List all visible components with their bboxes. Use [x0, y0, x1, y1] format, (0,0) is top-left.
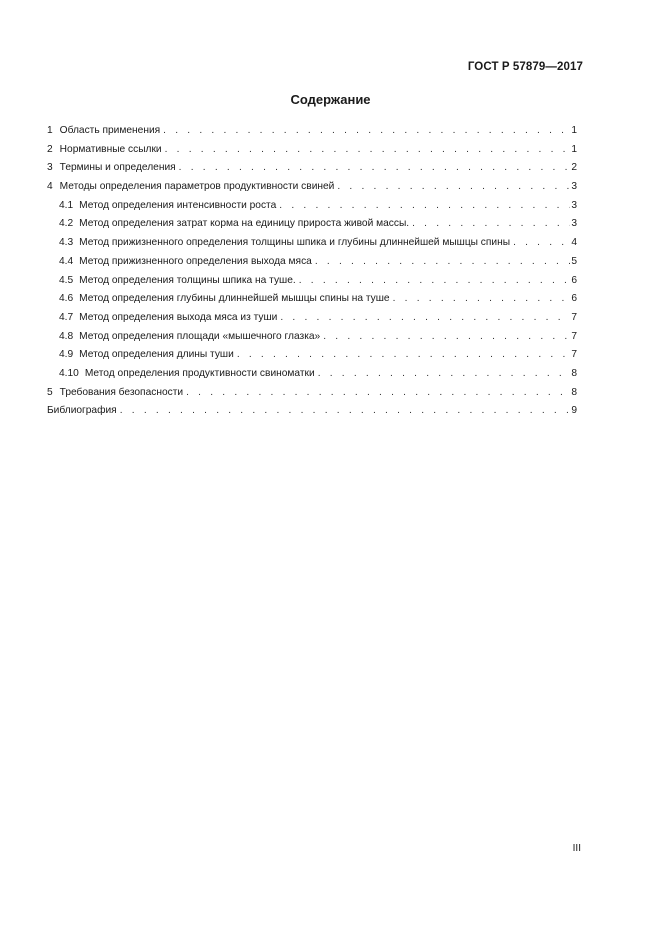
toc-entry-text: Требования безопасности — [59, 386, 184, 398]
toc-entry[interactable] — [47, 309, 577, 328]
toc-leader-dots — [409, 215, 570, 234]
toc-entry-number: 4.9 — [59, 349, 74, 361]
toc-entry-number: 2 — [47, 143, 53, 155]
toc-entry-text: Библиография — [47, 405, 117, 417]
toc-entry-number: 4.10 — [59, 367, 79, 379]
toc-entry-text: Метод определения продуктивности свиноматки — [84, 367, 315, 379]
toc-entry[interactable] — [47, 122, 577, 141]
toc-entry-number: 4 — [47, 181, 53, 193]
toc-entry-text: Термины и определения — [59, 162, 176, 174]
toc-entry-number: 4.3 — [59, 237, 74, 249]
toc-entry-page: 9 — [571, 405, 577, 417]
document-code: ГОСТ Р 57879—2017 — [467, 61, 583, 73]
toc-entry-text: Метод определения глубины длиннейшей мышцы спины на туше — [79, 293, 390, 305]
toc-leader-dots — [160, 122, 570, 141]
toc-leader-dots — [162, 141, 571, 160]
toc-entry-page: 6 — [571, 293, 577, 305]
toc-entry-text: Методы определения параметров продуктивности свиней — [59, 181, 335, 193]
toc-entry-number: 4.7 — [59, 311, 74, 323]
toc-entry-text: Область применения — [59, 125, 161, 136]
toc-entry-page: 3 — [571, 199, 577, 211]
toc-entry-page: 3 — [571, 181, 577, 193]
toc-leader-dots — [276, 197, 570, 216]
toc-entry-text: Метод прижизненного определения толщины шпика и глубины длиннейшей мышцы спины — [79, 237, 511, 249]
toc-leader-dots — [277, 309, 570, 328]
toc-entry[interactable] — [47, 215, 577, 234]
toc-entry-number: 1 — [47, 125, 53, 136]
toc-leader-dots — [390, 290, 571, 309]
toc-entry[interactable] — [47, 178, 577, 197]
toc-entry[interactable] — [47, 197, 577, 216]
toc-leader-dots — [334, 178, 570, 197]
toc-leader-dots — [117, 402, 571, 421]
toc-entry[interactable] — [47, 365, 577, 384]
toc-entry-text: Метод определения площади «мышечного глазка» — [79, 330, 321, 342]
toc-entry-text: Метод определения толщины шпика на туше. — [79, 274, 296, 286]
toc-entry-page: 8 — [571, 367, 577, 379]
toc-entry-number: 3 — [47, 162, 53, 174]
toc-entry[interactable] — [47, 253, 577, 272]
toc-entry-number: 4.2 — [59, 218, 74, 230]
toc-leader-dots — [183, 384, 570, 403]
toc-entry[interactable] — [47, 159, 577, 178]
toc-entry[interactable] — [47, 234, 577, 253]
toc-entry-page: 2 — [571, 162, 577, 174]
toc-entry-text: Метод прижизненного определения выхода мяса — [79, 255, 312, 267]
toc-leader-dots — [315, 365, 571, 384]
toc-entry-page: 7 — [571, 311, 577, 323]
toc-leader-dots — [312, 253, 571, 272]
toc-leader-dots — [320, 328, 570, 347]
toc-entry[interactable] — [47, 290, 577, 309]
toc-entry-text: Метод определения интенсивности роста — [79, 199, 277, 211]
toc-leader-dots — [296, 272, 571, 291]
toc-entry[interactable] — [47, 384, 577, 403]
toc-entry-text: Метод определения длины туши — [79, 349, 234, 361]
toc-entry-bibliography[interactable] — [47, 402, 577, 421]
toc-entry-page: 8 — [571, 386, 577, 398]
toc-entry-page: 7 — [571, 349, 577, 361]
toc-entry-text: Нормативные ссылки — [59, 143, 162, 155]
toc-entry-number: 4.6 — [59, 293, 74, 305]
toc-entry-page: 6 — [571, 274, 577, 286]
toc-entry-number: 4.8 — [59, 330, 74, 342]
toc-entry[interactable] — [47, 272, 577, 291]
toc-entry-number: 5 — [47, 386, 53, 398]
toc-entry-page: 1 — [571, 125, 577, 136]
toc-entry-page: 4 — [571, 237, 577, 249]
toc-leader-dots — [176, 159, 571, 178]
toc-entry-page: 3 — [571, 218, 577, 230]
toc-leader-dots — [234, 346, 571, 365]
toc-entry-number: 4.4 — [59, 255, 74, 267]
toc-entry-text: Метод определения выхода мяса из туши — [79, 311, 278, 323]
toc-entry[interactable] — [47, 346, 577, 365]
toc-title: Содержание — [290, 92, 371, 107]
page-number: III — [572, 843, 581, 854]
toc-entry-text: Метод определения затрат корма на единицу прироста живой массы. — [79, 218, 410, 230]
toc-entry-number: 4.5 — [59, 274, 74, 286]
toc-entry[interactable] — [47, 328, 577, 347]
toc-entry-page: 7 — [571, 330, 577, 342]
toc-entry[interactable] — [47, 141, 577, 160]
toc-entry-page: 5 — [571, 255, 577, 267]
toc-entry-number: 4.1 — [59, 199, 74, 211]
table-of-contents — [47, 122, 577, 421]
toc-entry-page: 1 — [571, 143, 577, 155]
toc-leader-dots — [510, 234, 570, 253]
